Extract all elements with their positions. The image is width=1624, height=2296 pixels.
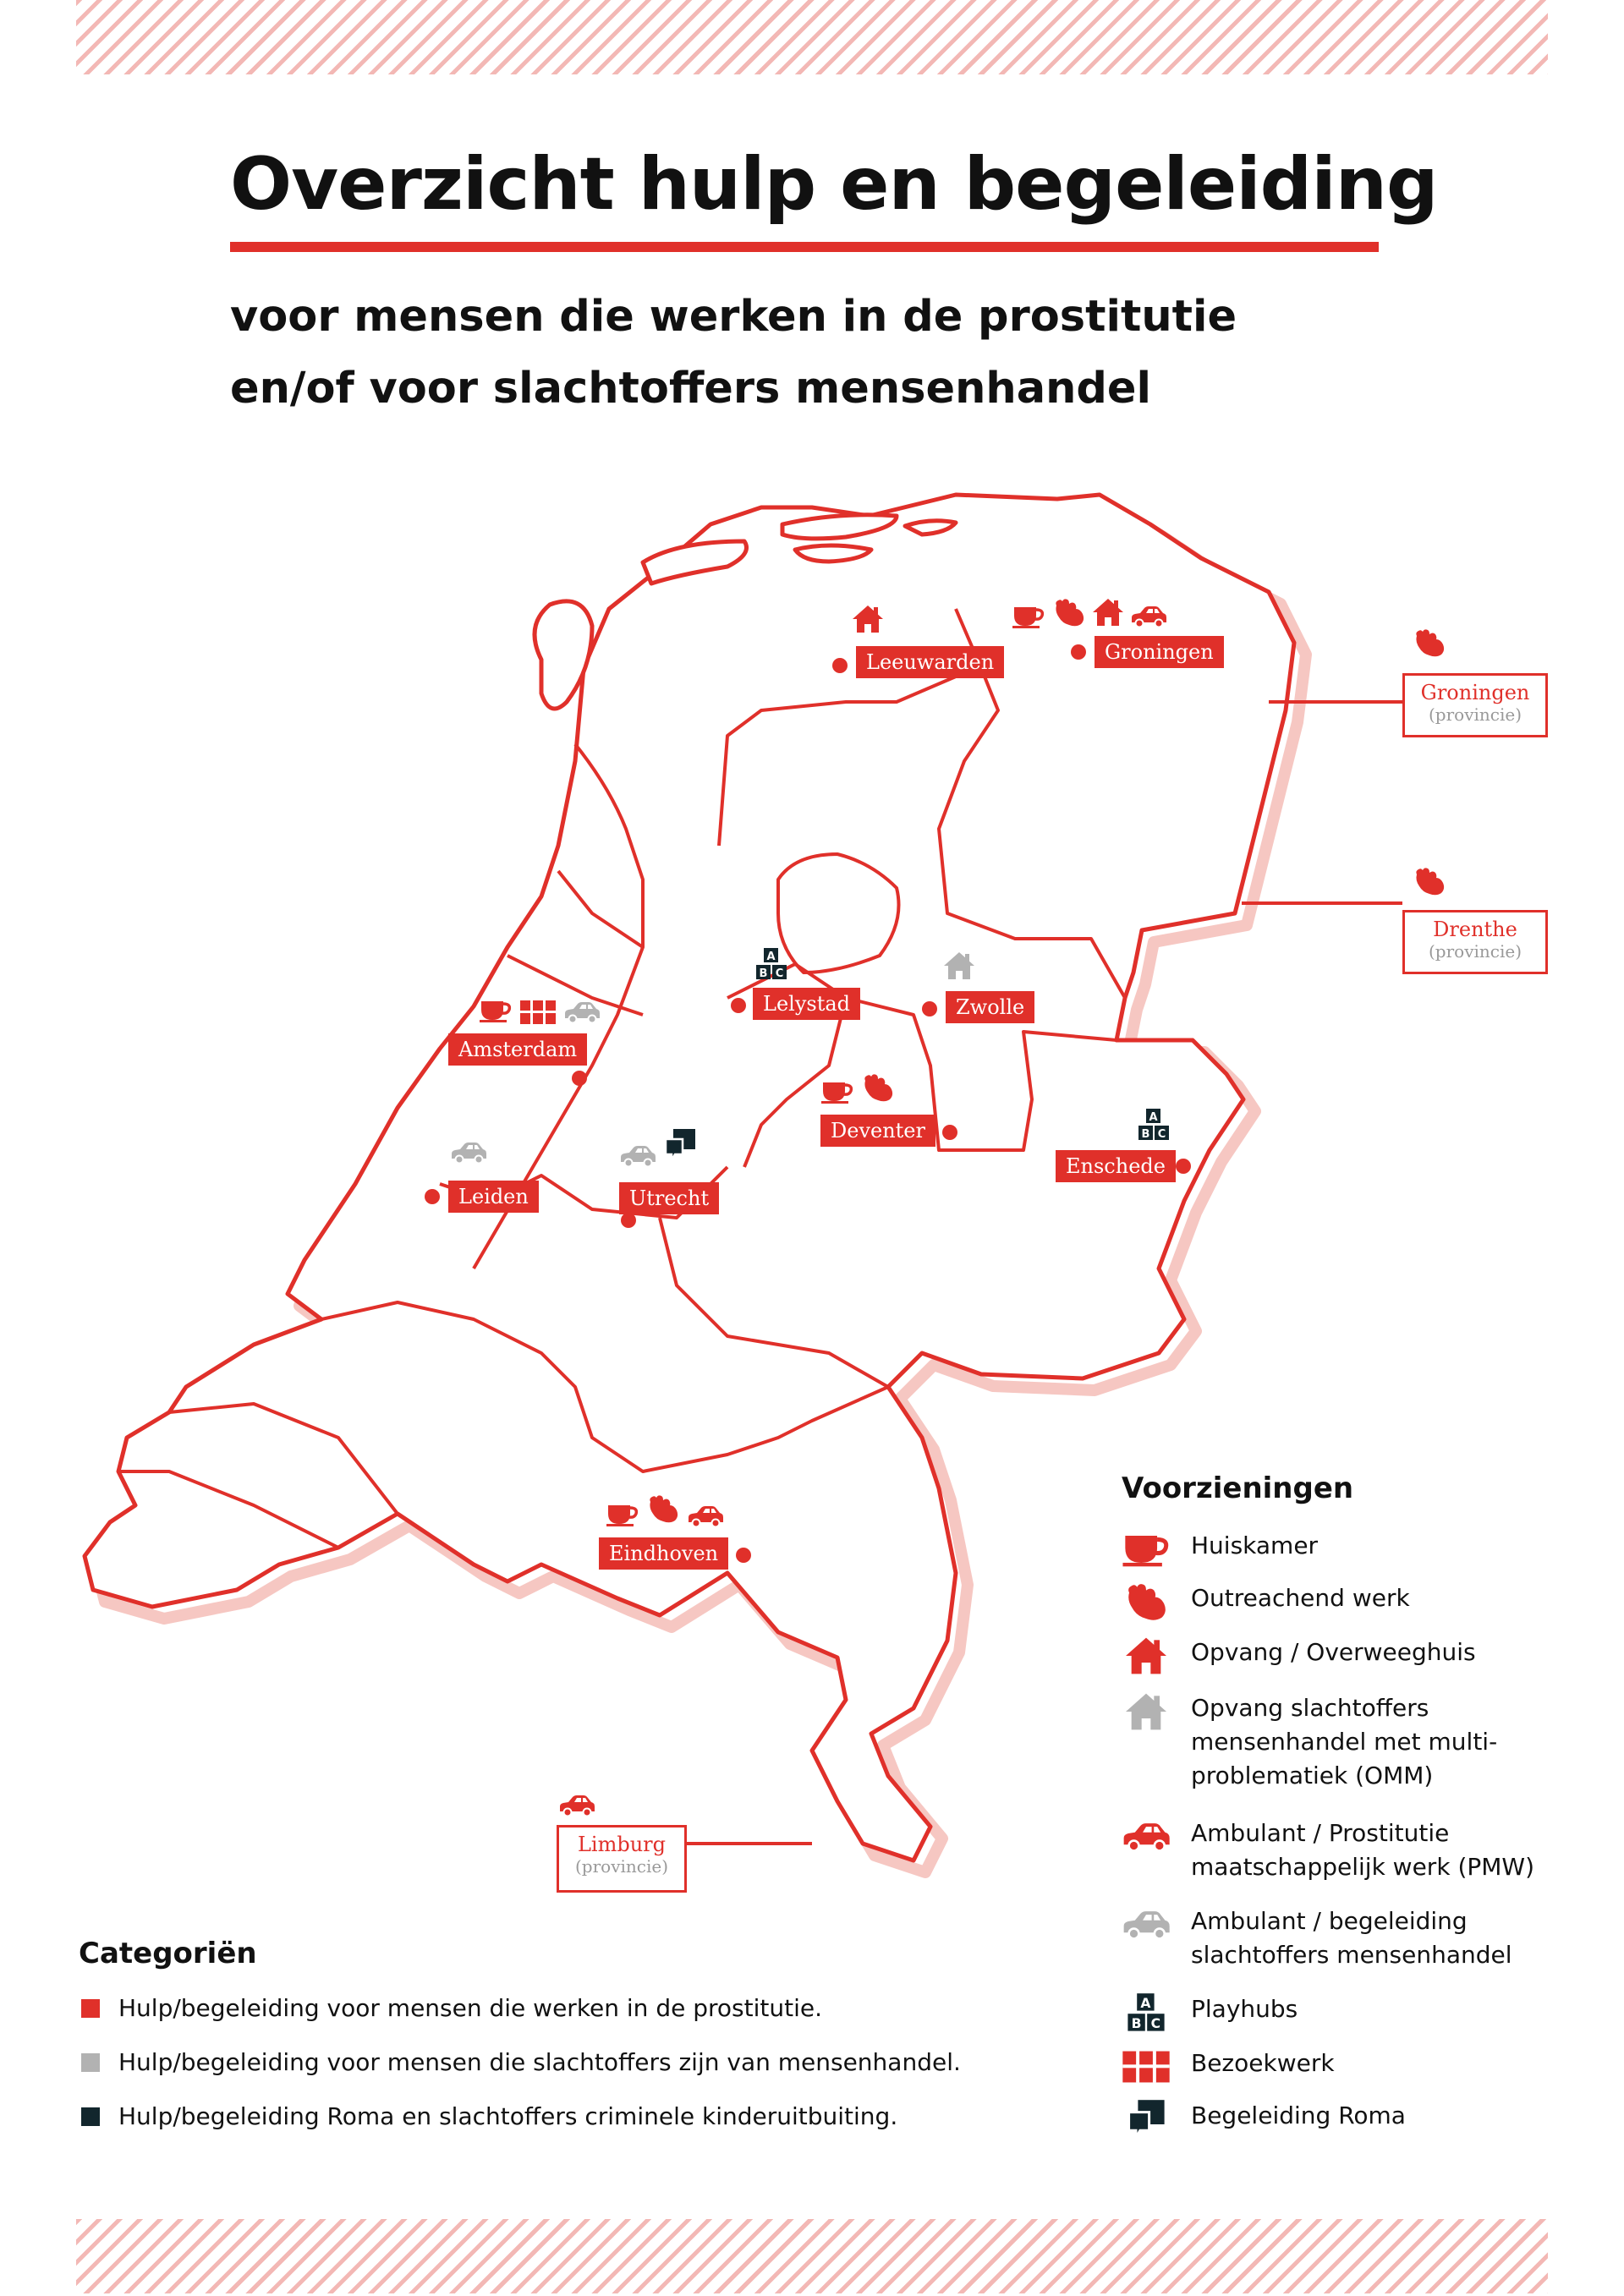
category-item-prostitutie [81, 1994, 822, 2022]
city-label: Lelystad [753, 988, 860, 1020]
city-dot [736, 1548, 751, 1563]
legend-item-bezoekwerk [1122, 2047, 1561, 2087]
car-icon [687, 1505, 724, 1527]
legend-text: Begeleiding Roma [1191, 2101, 1406, 2129]
city-dot [1071, 644, 1086, 660]
city-label: Zwolle [946, 991, 1034, 1023]
house-icon [1091, 597, 1125, 627]
legend-item-pmw [1122, 1817, 1561, 1884]
city-dot [922, 1001, 937, 1016]
legend-item-ambulant-begeleiding [1122, 1904, 1561, 1972]
legend-text: Outreachend werk [1191, 1584, 1410, 1612]
car-icon [558, 1795, 595, 1817]
category-item-roma [81, 2102, 897, 2130]
province-sub: (provincie) [1428, 941, 1522, 962]
legend-item-outreachend [1122, 1581, 1561, 1622]
city-dot [572, 1071, 587, 1086]
province-name: Drenthe [1433, 918, 1517, 941]
bezoek-icon [1122, 2047, 1171, 2087]
province-box [1402, 910, 1548, 974]
bezoek-icon [519, 1000, 557, 1025]
city-label: Groningen [1095, 636, 1224, 668]
legend-item-playhubs [1122, 1992, 1561, 2033]
blocks-icon [754, 947, 788, 981]
category-text: Hulp/begeleiding Roma en slachtoffers criminele kinderuitbuiting. [118, 2102, 898, 2130]
legend-item-huiskamer [1122, 1529, 1561, 1570]
city-dot [942, 1125, 957, 1140]
city-label: Leeuwarden [856, 646, 1004, 678]
city-dot [1176, 1159, 1191, 1174]
province-sub: (provincie) [574, 1856, 669, 1877]
car-grey-icon [1122, 1904, 1171, 1945]
city-label: Amsterdam [448, 1033, 587, 1066]
outreach-icon [1413, 627, 1446, 658]
legend-item-omm [1122, 1691, 1561, 1793]
blocks-icon [1137, 1108, 1171, 1142]
outreach-icon [1413, 866, 1446, 896]
cup-icon [820, 1079, 854, 1104]
outreach-icon [861, 1072, 895, 1103]
province-box [557, 1825, 687, 1893]
car-grey-icon [619, 1145, 656, 1167]
city-dot [621, 1213, 636, 1228]
categories-title: Categoriën [79, 1937, 257, 1970]
province-name: Limburg [577, 1833, 667, 1856]
legend-item-roma [1122, 2099, 1561, 2140]
car-icon [1122, 1817, 1171, 1857]
legend-text: Bezoekwerk [1191, 2049, 1335, 2077]
cup-icon [479, 998, 513, 1023]
legend-text: Playhubs [1191, 1995, 1298, 2023]
province-name: Groningen [1420, 681, 1530, 704]
category-text: Hulp/begeleiding voor mensen die slachtoffers zijn van mensenhandel. [118, 2048, 961, 2076]
decorative-stripe-bottom [76, 2219, 1548, 2293]
house-grey-icon [1122, 1691, 1171, 1732]
legend-text: Ambulant / begeleiding slachtoffers mensenhandel [1191, 1907, 1512, 1969]
cup-icon [1122, 1529, 1171, 1570]
city-dot [832, 658, 848, 673]
category-swatch-grey [81, 2053, 100, 2072]
outreach-icon [1052, 597, 1086, 627]
house-icon [851, 604, 885, 634]
cup-icon [606, 1502, 639, 1527]
legend-title: Voorzieningen [1122, 1471, 1354, 1505]
city-dot [731, 998, 746, 1013]
car-grey-icon [563, 1001, 601, 1023]
city-label: Enschede [1056, 1150, 1176, 1182]
roma-icon [1122, 2099, 1171, 2140]
city-dot [425, 1189, 440, 1204]
city-label: Leiden [448, 1181, 539, 1213]
subtitle-line-2: en/of voor slachtoffers mensenhandel [230, 364, 1152, 414]
legend-text: Huiskamer [1191, 1532, 1319, 1559]
roma-icon [663, 1128, 697, 1162]
legend-text: Ambulant / Prostitutie maatschappelijk werk (PMW) [1191, 1819, 1535, 1881]
city-label: Utrecht [619, 1182, 719, 1214]
house-icon [1122, 1636, 1171, 1676]
outreach-icon [646, 1493, 680, 1524]
province-box [1402, 673, 1548, 737]
city-label: Eindhoven [599, 1537, 728, 1570]
legend-text: Opvang / Overweeghuis [1191, 1638, 1476, 1666]
car-icon [1130, 606, 1167, 627]
legend-item-opvang [1122, 1636, 1561, 1676]
category-item-mensenhandel [81, 2048, 961, 2076]
cup-icon [1012, 604, 1045, 629]
house-grey-icon [942, 951, 976, 981]
blocks-icon [1122, 1992, 1171, 2033]
legend-text: Opvang slachtoffers mensenhandel met multi-problematiek (OMM) [1191, 1694, 1498, 1789]
subtitle-line-1: voor mensen die werken in de prostitutie [230, 292, 1237, 342]
outreach-icon [1122, 1581, 1171, 1622]
category-text: Hulp/begeleiding voor mensen die werken in de prostitutie. [118, 1994, 822, 2022]
car-grey-icon [450, 1142, 487, 1164]
category-swatch-dark [81, 2107, 100, 2126]
city-label: Deventer [820, 1115, 935, 1147]
category-swatch-red [81, 1999, 100, 2018]
page-title: Overzicht hulp en begeleiding [230, 142, 1438, 227]
province-sub: (provincie) [1428, 704, 1522, 725]
